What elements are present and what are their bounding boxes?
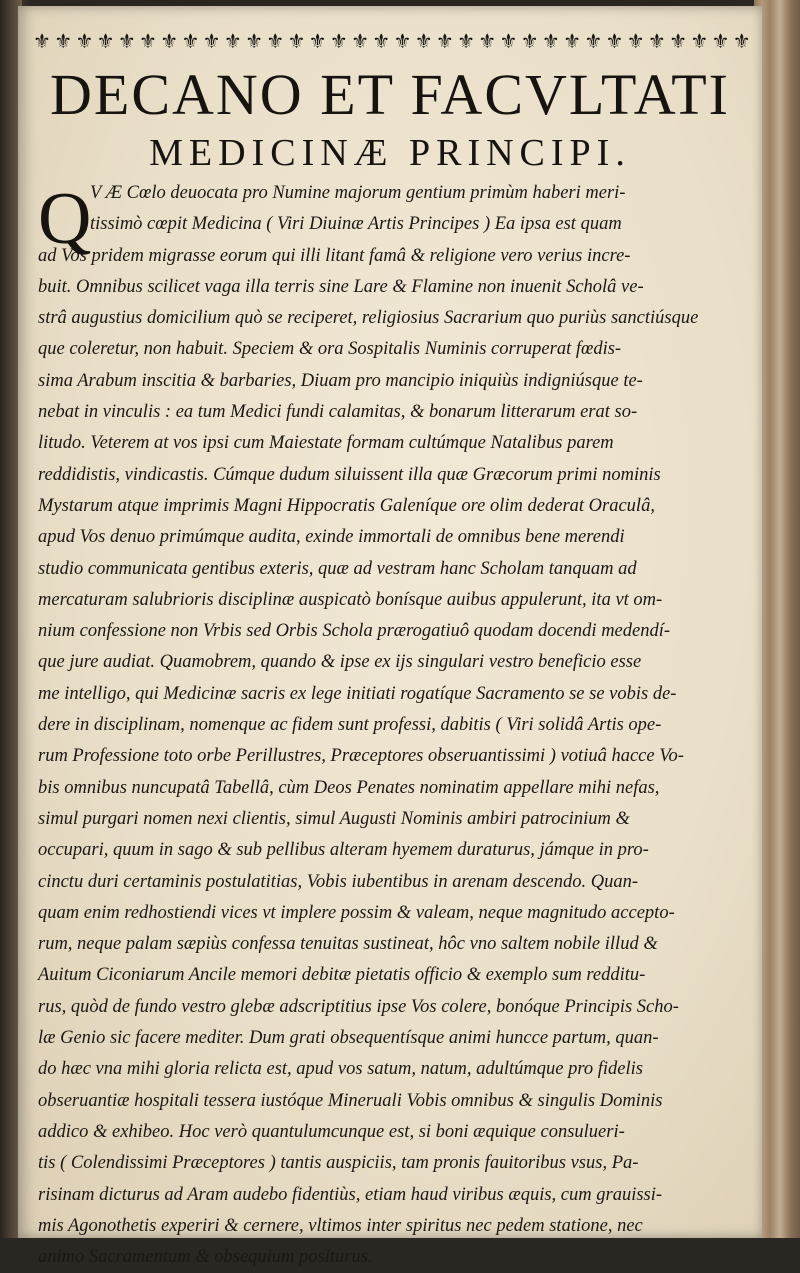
- text-line: obseruantiæ hospitali tessera iustóque Mineruali Vobis omnibus & singulis Dominis: [38, 1090, 663, 1111]
- fleuron-icon: ⚜: [372, 30, 391, 53]
- text-line: apud Vos denuo primúmque audita, exinde immortali de omnibus bene merendi: [38, 527, 625, 548]
- fleuron-icon: ⚜: [287, 30, 306, 53]
- text-line: mercaturam salubrioris disciplinæ auspicatò bonísque auibus appulerunt, ita vt om-: [38, 589, 663, 610]
- text-line: occupari, quum in sago & sub pellibus alteram hyemem duraturus, jámque in pro-: [38, 840, 649, 861]
- text-line: Auitum Ciconiarum Ancile memori debitæ pietatis officio & exemplo sum redditu-: [38, 965, 646, 986]
- fleuron-icon: ⚜: [499, 30, 518, 53]
- fleuron-icon: ⚜: [669, 30, 688, 53]
- text-line: Mystarum atque imprimis Magni Hippocratis Galeníque ore olim dederat Oraculâ,: [38, 495, 655, 516]
- fleuron-icon: ⚜: [478, 30, 497, 53]
- text-line: risinam dicturus ad Aram audebo fidentiùs, etiam haud viribus æquis, cum grauissi-: [38, 1184, 663, 1205]
- text-line: rum Professione toto orbe Perillustres, Præceptores obseruantissimi ) votiuâ hacce Vo-: [38, 746, 684, 767]
- text-line: V Æ Cœlo deuocata pro Numine majorum gentium primùm haberi meri-: [90, 183, 626, 203]
- fleuron-icon: ⚜: [563, 30, 582, 53]
- text-line: buit. Omnibus scilicet vaga illa terris sine Lare & Flamine non inuenit Scholâ ve-: [38, 276, 644, 297]
- fleuron-icon: ⚜: [223, 30, 242, 53]
- text-line: læ Genio sic facere mediter. Dum grati obsequentísque animi huncce partum, quan-: [38, 1028, 659, 1049]
- fleuron-icon: ⚜: [711, 30, 730, 53]
- text-line: cinctu duri certaminis postulatitias, Vobis iubentibus in arenam descendo. Quan-: [38, 871, 639, 892]
- fleuron-icon: ⚜: [245, 30, 263, 53]
- fleuron-icon: ⚜: [435, 30, 454, 53]
- dedication-body-text: [38, 178, 760, 1273]
- text-line: mis Agonothetis experiri & cernere, vltimos inter spiritus nec pedem statione, nec: [38, 1215, 643, 1236]
- text-line: do hæc vna mihi gloria relicta est, apud vos satum, natum, adultúmque pro fidelis: [38, 1059, 643, 1080]
- text-line: simul purgari nomen nexi clientis, simul Augusti Nominis ambiri patrocinium &: [38, 808, 630, 829]
- fleuron-icon: ⚜: [351, 30, 370, 53]
- fleuron-icon: ⚜: [584, 30, 603, 53]
- text-line: que jure audiat. Quamobrem, quando & ipse ex ijs singulari vestro beneficio esse: [38, 652, 642, 673]
- fleuron-icon: ⚜: [266, 30, 285, 53]
- fleuron-icon: ⚜: [33, 30, 51, 53]
- fleuron-icon: ⚜: [54, 30, 73, 53]
- dedication-subtitle: MEDICINÆ PRINCIPI.: [149, 132, 631, 174]
- text-line: tis ( Colendissimi Præceptores ) tantis auspiciis, tam pronis fauitoribus vsus, Pa-: [38, 1153, 639, 1174]
- dedication-title: DECANO ET FACVLTATI: [50, 62, 730, 127]
- text-line: bis omnibus nuncupatâ Tabellâ, cùm Deos Penates nominatim appellare mihi nefas,: [38, 777, 660, 798]
- fleuron-icon: ⚜: [520, 30, 539, 53]
- text-line: strâ augustius domicilium quò se reciperet, religiosius Sacrarium quo puriùs sanctiúsque: [38, 308, 699, 329]
- text-line: litudo. Veterem at vos ipsi cum Maiestate formam cultúmque Natalibus parem: [38, 433, 614, 454]
- text-line: rus, quòd de fundo vestro glebæ adscriptitius ipse Vos colere, bonóque Principis Scho-: [38, 996, 679, 1017]
- text-line: sima Arabum inscitia & barbaries, Diuam pro mancipio iniquiùs indigniúsque te-: [38, 370, 643, 391]
- text-line: animo Sacramentum & obsequium positurus.: [38, 1247, 373, 1268]
- fleuron-icon: ⚜: [202, 30, 221, 53]
- text-line: me intelligo, qui Medicinæ sacris ex lege initiati rogatíque Sacramento se se vobis de-: [38, 683, 677, 704]
- fleuron-icon: ⚜: [117, 30, 136, 53]
- fleuron-icon: ⚜: [160, 30, 179, 53]
- fleuron-icon: ⚜: [393, 30, 412, 53]
- text-line: rum, neque palam sæpiùs confessa tenuitas sustineat, hôc vno saltem nobile illud &: [38, 934, 658, 955]
- drop-cap: Q: [38, 178, 92, 260]
- fleuron-icon: ⚜: [75, 30, 94, 53]
- fleuron-icon: ⚜: [626, 30, 645, 53]
- fleuron-icon: ⚜: [541, 30, 560, 53]
- fleuron-icon: ⚜: [647, 30, 666, 53]
- text-line: nebat in vinculis : ea tum Medici fundi calamitas, & bonarum litterarum erat so-: [38, 402, 638, 423]
- text-line: dere in disciplinam, nomenque ac fidem sunt professi, dabitis ( Viri solidâ Artis ope-: [38, 715, 662, 736]
- fleuron-icon: ⚜: [329, 30, 348, 53]
- fleuron-icon: ⚜: [414, 30, 433, 53]
- text-line: ad Vos pridem migrasse eorum qui illi litant famâ & religione vero verius incre-: [38, 245, 631, 266]
- fleuron-icon: ⚜: [139, 30, 157, 53]
- fleuron-icon: ⚜: [732, 30, 751, 53]
- text-line: que coleretur, non habuit. Speciem & ora Sospitalis Numinis corruperat fœdis-: [38, 339, 622, 360]
- book-page: [18, 6, 762, 1268]
- fleuron-icon: ⚜: [605, 30, 624, 53]
- fleuron-icon: ⚜: [457, 30, 476, 53]
- fleuron-icon: ⚜: [690, 30, 709, 53]
- text-line: addico & exhibeo. Hoc verò quantulumcunque est, si boni æquique consulueri-: [38, 1121, 625, 1142]
- fleuron-icon: ⚜: [96, 30, 115, 53]
- text-line: reddidistis, vindicastis. Cúmque dudum siluissent illa quæ Græcorum primi nominis: [38, 464, 661, 485]
- fleuron-icon: ⚜: [181, 30, 200, 53]
- text-line: studio communicata gentibus exteris, quæ ad vestram hanc Scholam tanquam ad: [38, 558, 637, 579]
- fleuron-icon: ⚜: [308, 30, 327, 53]
- text-line: tissimò cœpit Medicina ( Viri Diuinæ Artis Principes ) Ea ipsa est quam: [90, 214, 622, 235]
- text-line: nium confessione non Vrbis sed Orbis Schola prærogatiuô quodam docendi medendí-: [38, 621, 671, 642]
- text-line: quam enim redhostiendi vices vt implere possim & valeam, neque magnitudo accepto-: [38, 902, 675, 923]
- fleuron-ornament-band: [32, 24, 752, 58]
